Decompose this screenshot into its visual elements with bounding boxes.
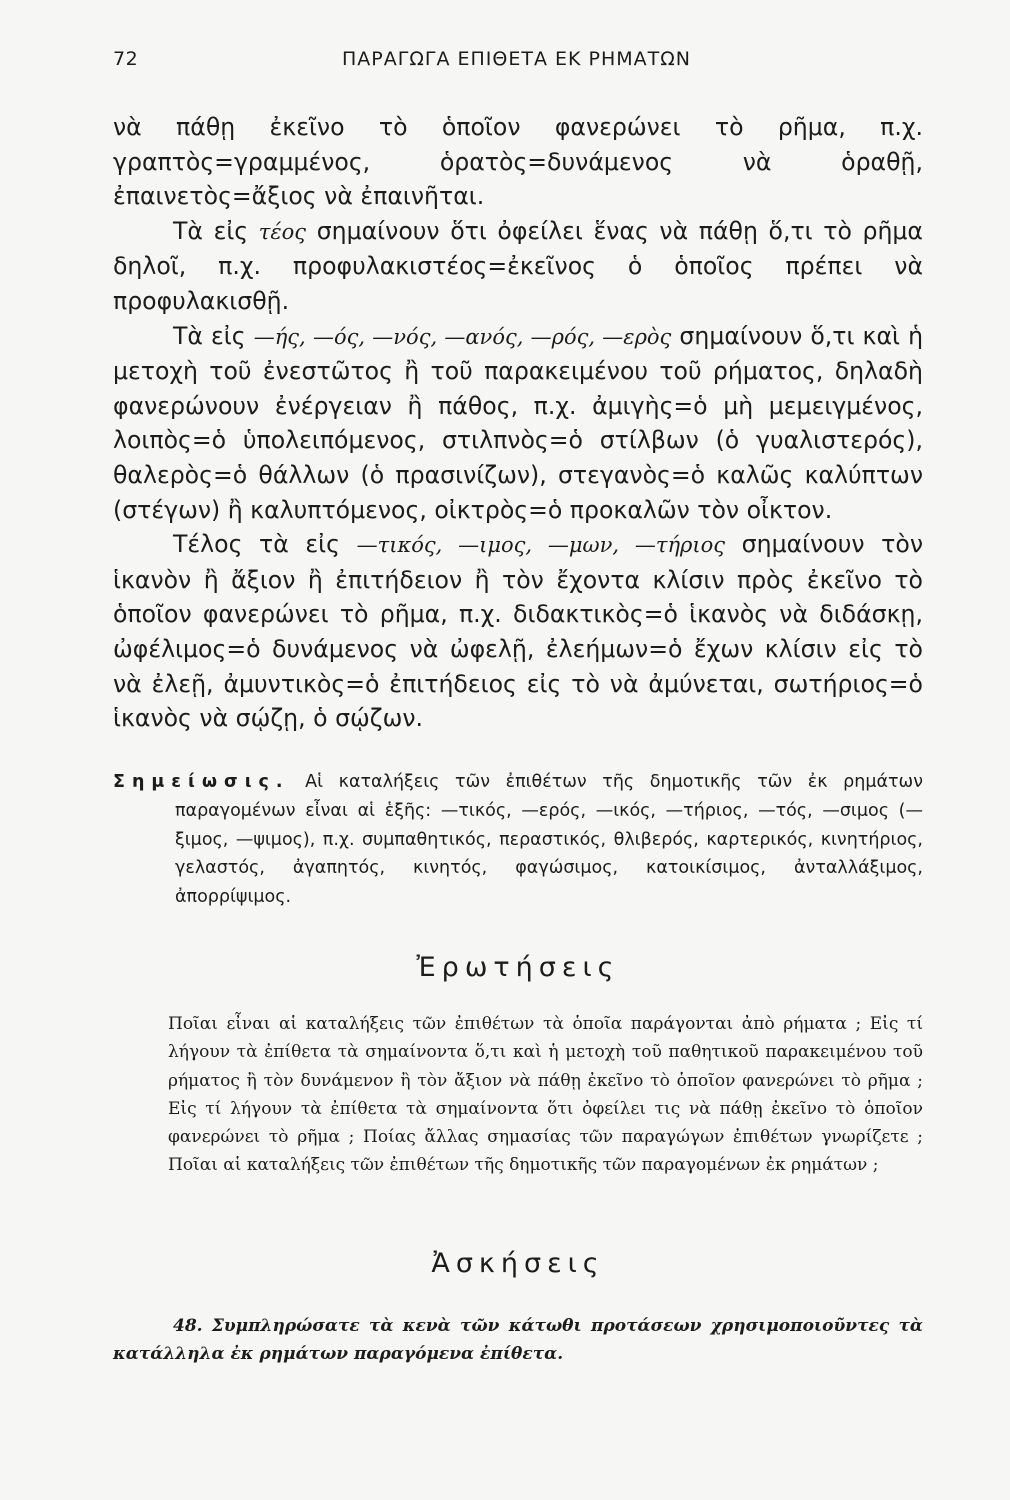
exercise-48 <box>113 1312 923 1368</box>
running-title: ΠΑΡΑΓΩΓΑ ΕΠΙΘΕΤΑ ΕΚ ΡΗΜΑΤΩΝ <box>342 48 691 70</box>
page-number: 72 <box>113 48 139 70</box>
paragraph-3 <box>113 319 923 528</box>
suffix-list-2: —τικός, —ιμος, —μων, —τήριος <box>356 533 726 558</box>
exercise-instruction: Συμπληρώσατε τὰ κενὰ τῶν κάτωθι προτάσεων χρησιμοποιοῦντες τὰ κατάλληλα ἐκ ρημάτων παραγόμενα ἐπίθετα. <box>113 1316 923 1364</box>
paragraph-2-lead: Τὰ εἰς <box>173 216 249 245</box>
note-label: Σημείωσις. <box>113 772 290 792</box>
questions-heading: Ἐρωτήσεις <box>416 952 620 983</box>
note-text: Αἱ καταλήξεις τῶν ἐπιθέτων τῆς δημοτικῆς τῶν ἐκ ρημάτων παραγομένων εἶναι αἱ ἑξῆς: —τικός, —ερός, —ικός, —τήριος, —τός, —σιμος (—ξιμος, —ψιμος), π.χ. συμπαθητικός, περαστικός, θλιβερός, καρτερικός, κινητήριος, γελαστός, ἀγαπητός, κινητός, φαγώσιμος, κατοικίσιμος, ἀνταλλάξιμος, ἀπορρίψιμος. <box>175 772 923 908</box>
main-text <box>113 110 923 736</box>
exercises-heading: Ἀσκήσεις <box>431 1248 605 1279</box>
suffix-list-1: —ής, —ός, —νός, —ανός, —ρός, —ερὸς <box>253 324 672 349</box>
exercise-paragraph <box>113 1312 923 1368</box>
paragraph-2-body: σημαίνουν ὅτι ὀφείλει ἕνας νὰ πάθῃ ὅ,τι τὸ ρῆμα δηλοῖ, π.χ. προφυλακιστέος=ἐκεῖνος ὁ ὁποῖος πρέπει νὰ προφυλακισθῇ. <box>113 216 923 315</box>
paragraph-2 <box>113 214 923 319</box>
paragraph-1: νὰ πάθῃ ἐκεῖνο τὸ ὁποῖον φανερώνει τὸ ρῆμα, π.χ. γραπτὸς=γραμμένος, ὁρατὸς=δυνάμενος νὰ ὁραθῇ, ἐπαινετὸς=ἄξιος νὰ ἐπαινῆται. <box>113 113 923 211</box>
questions-text: Ποῖαι εἶναι αἱ καταλήξεις τῶν ἐπιθέτων τὰ ὁποῖα παράγονται ἀπὸ ρήματα ; Εἰς τί λήγουν τὰ ἐπίθετα τὰ σημαίνοντα ὅ,τι καὶ ἡ μετοχὴ τοῦ παθητικοῦ παρακειμένου τοῦ ρήματος ἢ τὸν δυνάμενον ἢ τὸν ἄξιον νὰ πάθῃ ἐκεῖνο τὸ ὁποῖον φανερώνει τὸ ρῆμα ; Εἰς τί λήγουν τὰ ἐπίθετα τὰ σημαίνοντα ὅτι ὀφείλει τις νὰ πάθῃ ἐκεῖνο τὸ ὁποῖον φανερώνει τὸ ρῆμα ; Ποίας ἄλλας σημασίας τῶν παραγώγων ἐπιθέτων γνωρίζετε ; Ποῖαι αἱ καταλήξεις τῶν ἐπιθέτων τῆς δημοτικῆς τῶν παραγομένων ἐκ ρημάτων ; <box>168 1014 923 1176</box>
paragraph-3-lead: Τὰ εἰς <box>173 321 246 350</box>
paragraph-4-body: σημαίνουν τὸν ἱκανὸν ἢ ἄξιον ἢ ἐπιτήδειον ἢ τὸν ἔχοντα κλίσιν πρὸς ἐκεῖνο τὸ ὁποῖον φανερώνει τὸ ρῆμα, π.χ. διδακτικὸς=ὁ ἱκανὸς νὰ διδάσκῃ, ὠφέλιμος=ὁ δυνάμενος νὰ ὠφελῇ, ἐλεήμων=ὁ ἔχων κλίσιν εἰς τὸ νὰ ἐλεῇ, ἀμυντικὸς=ὁ ἐπιτήδειος εἰς τὸ νὰ ἀμύνεται, σωτήριος=ὁ ἱκανὸς νὰ σῴζῃ, ὁ σῴζων. <box>113 530 924 733</box>
page-header <box>113 48 920 78</box>
paragraph-3-body: σημαίνουν ὅ,τι καὶ ἡ μετοχὴ τοῦ ἐνεστῶτος ἢ τοῦ παρακειμένου τοῦ ρήματος, δηλαδὴ φανερώνουν ἐνέργειαν ἢ πάθος, π.χ. ἀμιγὴς=ὁ μὴ μεμειγμένος, λοιπὸς=ὁ ὑπολειπόμενος, στιλπνὸς=ὁ στίλβων (ὁ γυαλιστερός), θαλερὸς=ὁ θάλλων (ὁ πρασινίζων), στεγανὸς=ὁ καλῶς καλύπτων (στέγων) ἢ καλυπτόμενος, οἰκτρὸς=ὁ προκαλῶν τὸν οἶκτον. <box>113 321 924 524</box>
paragraph-4-lead: Τέλος τὰ εἰς <box>173 530 340 559</box>
note-block <box>113 768 923 912</box>
paragraph-4 <box>113 527 923 736</box>
exercise-number: 48. <box>173 1316 203 1336</box>
suffix-teos: τέος <box>258 219 307 244</box>
note-paragraph <box>113 768 923 912</box>
